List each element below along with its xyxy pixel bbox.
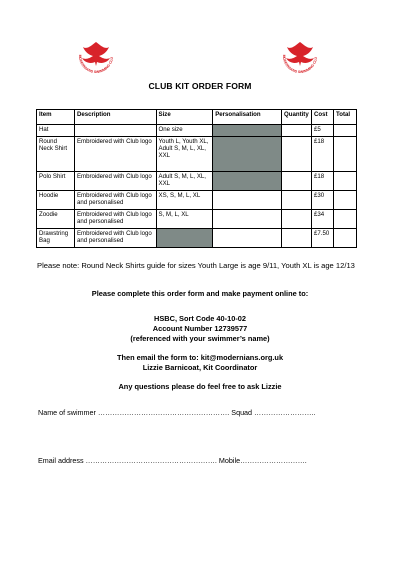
cell-item: Round Neck Shirt <box>37 137 75 172</box>
header-quantity: Quantity <box>282 110 312 125</box>
cell-quantity[interactable] <box>282 125 312 137</box>
cell-quantity[interactable] <box>282 172 312 191</box>
cell-item: Hat <box>37 125 75 137</box>
cell-description: Embroidered with Club logo <box>74 137 156 172</box>
kit-coordinator: Lizzie Barnicoat, Kit Coordinator <box>142 363 258 372</box>
cell-size: One size <box>156 125 213 137</box>
cell-item: Zoodie <box>37 210 75 229</box>
cell-cost: £5 <box>312 125 334 137</box>
cell-personalisation <box>213 125 282 137</box>
table-header-row <box>37 110 357 125</box>
cell-size: XS, S, M, L, XL <box>156 191 213 210</box>
cell-quantity[interactable] <box>282 191 312 210</box>
cell-quantity[interactable] <box>282 229 312 248</box>
cell-size: Youth L, Youth XL, Adult S, M, L, XL, XXL <box>156 137 213 172</box>
cell-item: Polo Shirt <box>37 172 75 191</box>
cell-description: Embroidered with Club logo and personalised <box>74 191 156 210</box>
page-title: CLUB KIT ORDER FORM <box>148 81 252 91</box>
header-cost: Cost <box>312 110 334 125</box>
email-instruction: Then email the form to: kit@modernians.org.uk <box>116 353 284 362</box>
cell-description: Embroidered with Club logo <box>74 172 156 191</box>
cell-size: Adult S, M, L, XL, XXL <box>156 172 213 191</box>
cell-description: Embroidered with Club logo and personalised <box>74 210 156 229</box>
cell-size <box>156 229 213 248</box>
header-item: Item <box>37 110 75 125</box>
email-mobile-field[interactable]: Email address ………………………………………………. Mobile………………………. <box>38 456 307 465</box>
table-row <box>37 210 357 229</box>
questions-line: Any questions please do feel free to ask Lizzie <box>118 382 282 391</box>
cell-personalisation <box>213 137 282 172</box>
svg-text:MODERNIANS SWIMMING CLUB: MODERNIANS SWIMMING CLU <box>77 54 115 75</box>
cell-size: S, M, L, XL <box>156 210 213 229</box>
table-row <box>37 172 357 191</box>
cell-total[interactable] <box>333 172 356 191</box>
table-row <box>37 229 357 248</box>
cell-personalisation[interactable] <box>213 229 282 248</box>
cell-total[interactable] <box>333 137 356 172</box>
cell-total[interactable] <box>333 125 356 137</box>
eagle-icon <box>82 42 110 66</box>
payment-reference: (referenced with your swimmer’s name) <box>130 334 270 343</box>
swimmer-name-squad-field[interactable]: Name of swimmer ………………………………………………. Squad …………………….. <box>38 408 316 417</box>
header-size: Size <box>156 110 213 125</box>
cell-item: Drawstring Bag <box>37 229 75 248</box>
cell-personalisation <box>213 172 282 191</box>
table-row <box>37 191 357 210</box>
table-row <box>37 125 357 137</box>
payment-instruction: Please complete this order form and make payment online to: <box>91 289 309 298</box>
cell-description: Embroidered with Club logo and personalised <box>74 229 156 248</box>
table-row <box>37 137 357 172</box>
header-personalisation: Personalisation <box>213 110 282 125</box>
account-number: Account Number 12739577 <box>152 324 248 333</box>
cell-cost: £7.50 <box>312 229 334 248</box>
bank-details: HSBC, Sort Code 40-10-02 <box>154 314 246 323</box>
cell-total[interactable] <box>333 210 356 229</box>
cell-personalisation[interactable] <box>213 191 282 210</box>
cell-cost: £30 <box>312 191 334 210</box>
order-table <box>36 109 357 248</box>
cell-description <box>74 125 156 137</box>
eagle-icon <box>286 42 314 66</box>
cell-cost: £34 <box>312 210 334 229</box>
cell-total[interactable] <box>333 191 356 210</box>
cell-item: Hoodie <box>37 191 75 210</box>
cell-total[interactable] <box>333 229 356 248</box>
cell-personalisation[interactable] <box>213 210 282 229</box>
header-description: Description <box>74 110 156 125</box>
cell-cost: £18 <box>312 172 334 191</box>
cell-quantity[interactable] <box>282 210 312 229</box>
cell-quantity[interactable] <box>282 137 312 172</box>
svg-text:MODERNIANS SWIMMING CLUB: MODERNIANS SWIMMING CLU <box>281 54 319 75</box>
header-total: Total <box>333 110 356 125</box>
size-note: Please note: Round Neck Shirts guide for sizes Youth Large is age 9/11, Youth XL is age 12/13 <box>37 261 355 270</box>
cell-cost: £18 <box>312 137 334 172</box>
